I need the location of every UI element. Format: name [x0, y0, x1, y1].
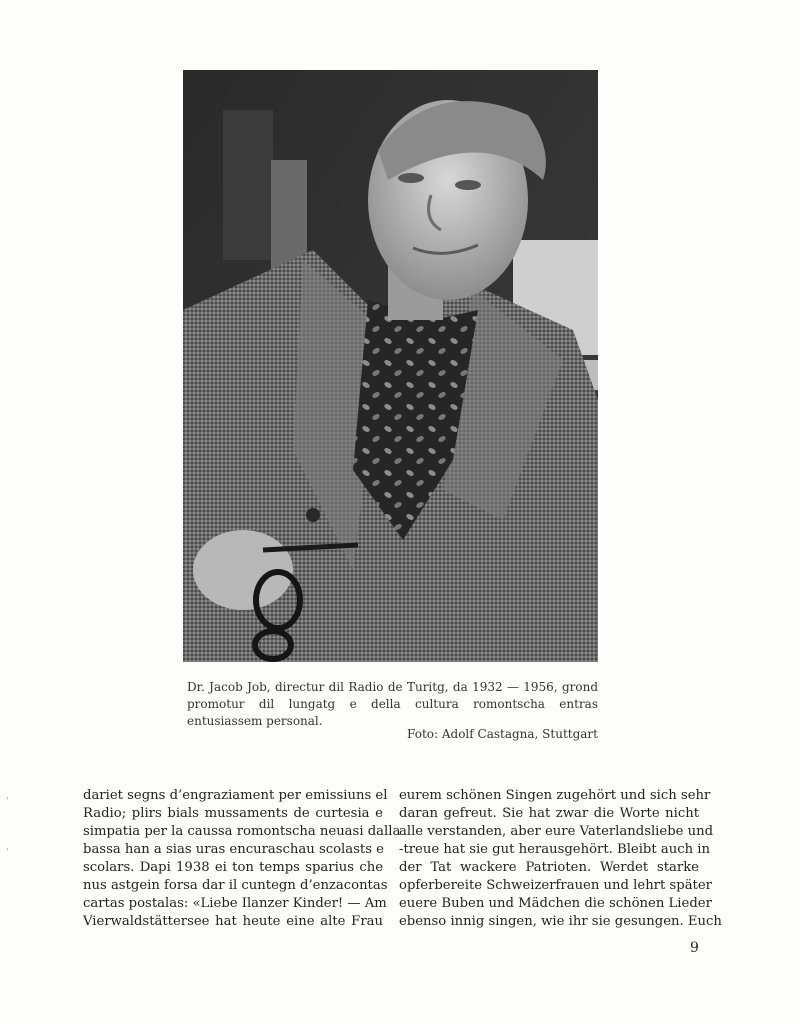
photo-caption: Dr. Jacob Job, directur dil Radio de Turitg, da 1932 — 1956, grond promotur dil lungatg e della cultura romontscha entras entusiassem personal. — [187, 680, 598, 728]
text-line: opferbereite Schweizerfrauen und lehrt später — [399, 878, 712, 893]
text-line: cartas postalas: «Liebe Ilanzer Kinder! — Am — [83, 896, 387, 911]
text-line: bassa han a sias uras encuraschau scolasts e — [83, 842, 384, 857]
text-line: der Tat wackere Patrioten. Werdet starke — [399, 860, 699, 875]
scan-mark: ' — [6, 797, 9, 807]
body-column-left — [83, 787, 401, 931]
text-line: Radio; plirs bials mussaments de curtesia e — [83, 806, 383, 821]
portrait-photo — [183, 70, 598, 662]
text-line: nus astgein forsa dar il cuntegn d’enzacontas — [83, 878, 388, 893]
text-line: Vierwaldstättersee hat heute eine alte Frau — [83, 914, 383, 929]
text-line: alle verstanden, aber eure Vaterlandsliebe und — [399, 824, 714, 839]
text-line: scolars. Dapi 1938 ei ton temps sparius che — [83, 860, 383, 875]
text-line: euere Buben und Mädchen die schönen Lieder — [399, 896, 712, 911]
page-number: 9 — [690, 940, 699, 956]
text-line: dariet segns d’engraziament per emissiuns el — [83, 788, 388, 803]
photo-credit: Foto: Adolf Castagna, Stuttgart — [407, 727, 598, 741]
ghost-header — [300, 6, 500, 18]
text-line: -treue hat sie gut herausgehört. Bleibt auch in — [399, 842, 711, 857]
text-line: daran gefreut. Sie hat zwar die Worte nicht — [399, 806, 699, 821]
text-line: eurem schönen Singen zugehört und sich sehr — [399, 788, 711, 803]
text-line: ebenso innig singen, wie ihr sie gesungen. Euch — [399, 914, 722, 929]
body-column-right — [399, 787, 722, 931]
text-line: simpatia per la caussa romontscha neuasi dalla — [83, 824, 401, 839]
scan-mark: ' — [6, 848, 9, 858]
